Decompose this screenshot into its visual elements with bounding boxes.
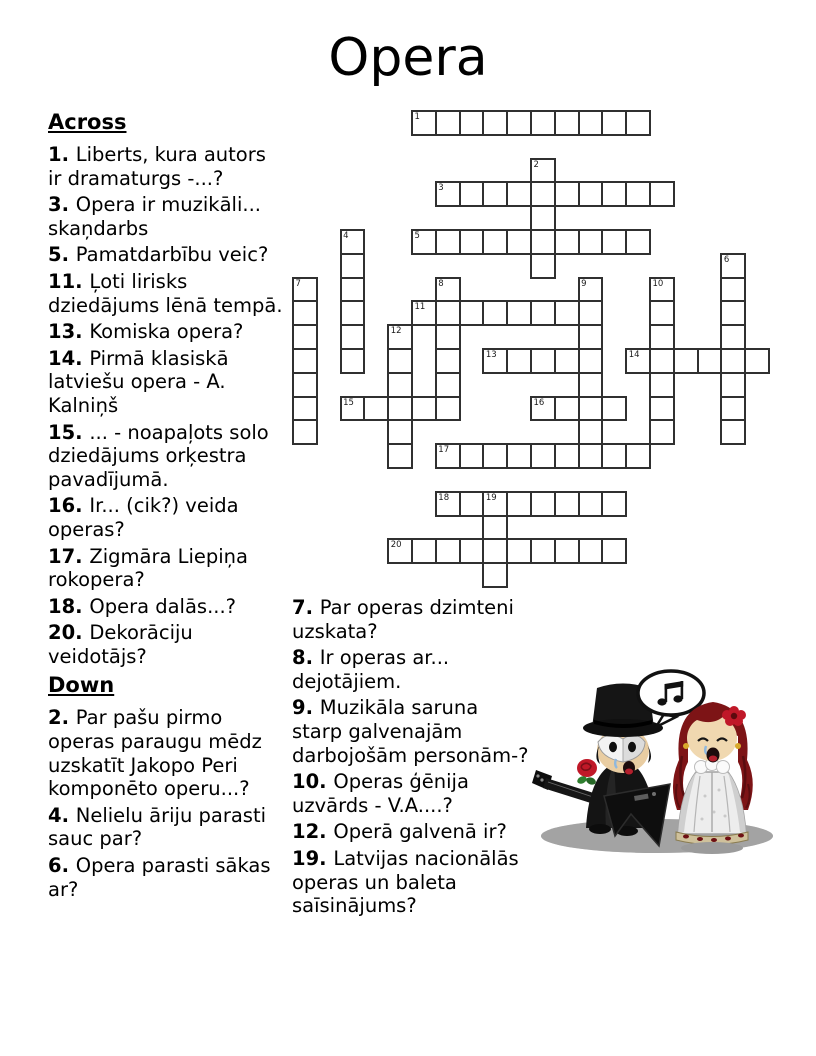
grid-cell-r3c10[interactable] — [530, 181, 556, 207]
grid-cell-r7c15[interactable] — [649, 277, 675, 303]
clue-across-16 — [48, 494, 284, 541]
grid-cell-r0c13[interactable] — [601, 110, 627, 136]
grid-cell-r12c11[interactable] — [554, 396, 580, 422]
grid-cell-r14c4[interactable] — [387, 443, 413, 469]
grid-cell-r18c12[interactable] — [578, 538, 604, 564]
clue-text: Muzikāla saruna starp galvenajām darbojošām personām-? — [292, 696, 529, 767]
grid-cell-r14c8[interactable] — [482, 443, 508, 469]
clue-text: Zigmāra Liepiņa rokopera? — [48, 544, 248, 592]
grid-cell-r8c12[interactable] — [578, 300, 604, 326]
grid-cell-r9c2[interactable] — [340, 324, 366, 350]
clue-across-18 — [48, 595, 284, 619]
grid-cell-r12c18[interactable] — [720, 396, 746, 422]
cell-number-11: 11 — [414, 302, 426, 313]
grid-cell-r12c13[interactable] — [601, 396, 627, 422]
grid-cell-r0c9[interactable] — [506, 110, 532, 136]
grid-cell-r4c10[interactable] — [530, 205, 556, 231]
grid-cell-r11c15[interactable] — [649, 372, 675, 398]
cell-number-10: 10 — [652, 278, 664, 289]
grid-cell-r12c4[interactable] — [387, 396, 413, 422]
grid-cell-r14c14[interactable] — [625, 443, 651, 469]
grid-cell-r10c10[interactable] — [530, 348, 556, 374]
clue-number: 8. — [292, 646, 320, 670]
grid-cell-r8c8[interactable] — [482, 300, 508, 326]
clue-across-1 — [48, 143, 284, 190]
clue-text: ... - noapaļots solo dziedājums orķestra pavadījumā. — [48, 420, 269, 491]
clue-text: Latvijas nacionālās operas un baleta saīsinājums? — [292, 846, 519, 918]
cell-number-17: 17 — [438, 445, 450, 456]
grid-cell-r8c15[interactable] — [649, 300, 675, 326]
grid-cell-r7c12[interactable] — [578, 277, 604, 303]
clue-number: 15. — [48, 420, 90, 444]
clue-number: 6. — [48, 854, 76, 878]
grid-cell-r11c4[interactable] — [387, 372, 413, 398]
grid-cell-r14c9[interactable] — [506, 443, 532, 469]
grid-cell-r19c8[interactable] — [482, 562, 508, 588]
clue-down-19 — [292, 847, 530, 918]
clue-text: Pirmā klasiskā latviešu opera - A. Kalniņš — [48, 346, 229, 417]
grid-cell-r10c0[interactable] — [292, 348, 318, 374]
clue-text: Liberts, kura autors ir dramaturgs -...? — [48, 143, 266, 190]
grid-cell-r18c11[interactable] — [554, 538, 580, 564]
grid-cell-r18c9[interactable] — [506, 538, 532, 564]
grid-cell-r12c0[interactable] — [292, 396, 318, 422]
cell-number-5: 5 — [414, 231, 420, 241]
clue-number: 7. — [292, 596, 320, 619]
cell-number-2: 2 — [533, 159, 539, 170]
white-gown — [676, 772, 748, 854]
earring-icon — [683, 743, 689, 749]
across-clues-list — [48, 143, 284, 668]
grid-cell-r0c6[interactable] — [435, 110, 461, 136]
earring-icon — [735, 743, 741, 749]
grid-cell-r16c11[interactable] — [554, 491, 580, 517]
grid-cell-r12c6[interactable] — [435, 396, 461, 422]
grid-cell-r5c5[interactable] — [411, 229, 437, 255]
grid-cell-r9c15[interactable] — [649, 324, 675, 350]
grid-cell-r3c8[interactable] — [482, 181, 508, 207]
clue-across-11 — [48, 270, 284, 317]
grid-cell-r18c5[interactable] — [411, 538, 437, 564]
down-clues-list-left — [48, 706, 284, 901]
grid-cell-r11c12[interactable] — [578, 372, 604, 398]
cell-number-18: 18 — [438, 492, 450, 503]
cell-number-15: 15 — [343, 397, 354, 408]
grid-cell-r11c18[interactable] — [720, 372, 746, 398]
grid-cell-r3c13[interactable] — [601, 181, 627, 207]
grid-cell-r12c3[interactable] — [363, 396, 389, 422]
page-title: Opera — [328, 28, 488, 88]
grid-cell-r3c9[interactable] — [506, 181, 532, 207]
grid-cell-r14c13[interactable] — [601, 443, 627, 469]
grid-cell-r2c10[interactable] — [530, 158, 556, 184]
grid-cell-r8c11[interactable] — [554, 300, 580, 326]
grid-cell-r3c14[interactable] — [625, 181, 651, 207]
grid-cell-r0c5[interactable] — [411, 110, 437, 136]
cell-number-3: 3 — [438, 183, 444, 194]
grid-cell-r0c8[interactable] — [482, 110, 508, 136]
clue-number: 18. — [48, 594, 90, 618]
grid-cell-r12c2[interactable] — [340, 396, 366, 422]
grid-cell-r10c14[interactable] — [625, 348, 651, 374]
clue-across-14 — [48, 347, 284, 418]
grid-cell-r5c8[interactable] — [482, 229, 508, 255]
grid-cell-r14c6[interactable] — [435, 443, 461, 469]
grid-cell-r12c10[interactable] — [530, 396, 556, 422]
grid-cell-r12c12[interactable] — [578, 396, 604, 422]
grid-cell-r0c10[interactable] — [530, 110, 556, 136]
grid-cell-r13c15[interactable] — [649, 419, 675, 445]
grid-cell-r12c5[interactable] — [411, 396, 437, 422]
grid-cell-r16c7[interactable] — [459, 491, 485, 517]
clue-down-10 — [292, 770, 530, 817]
grid-cell-r5c11[interactable] — [554, 229, 580, 255]
grid-cell-r9c0[interactable] — [292, 324, 318, 350]
grid-cell-r3c6[interactable] — [435, 181, 461, 207]
grid-cell-r5c10[interactable] — [530, 229, 556, 255]
grid-cell-r14c12[interactable] — [578, 443, 604, 469]
grid-cell-r12c15[interactable] — [649, 396, 675, 422]
clue-text: Opera dalās...? — [89, 594, 237, 618]
clue-text: Komiska opera? — [89, 320, 244, 344]
grid-cell-r8c2[interactable] — [340, 300, 366, 326]
clue-text: Operā galvenā ir? — [333, 820, 507, 844]
grid-cell-r14c7[interactable] — [459, 443, 485, 469]
down-clues-list-middle — [292, 596, 530, 918]
clue-number: 10. — [292, 770, 334, 794]
grid-cell-r0c12[interactable] — [578, 110, 604, 136]
grid-cell-r11c0[interactable] — [292, 372, 318, 398]
grid-cell-r0c7[interactable] — [459, 110, 485, 136]
grid-cell-r6c18[interactable] — [720, 253, 746, 279]
grid-cell-r16c8[interactable] — [482, 491, 508, 517]
clue-down-12 — [292, 820, 530, 844]
grid-cell-r7c18[interactable] — [720, 277, 746, 303]
grid-cell-r10c12[interactable] — [578, 348, 604, 374]
grid-cell-r13c0[interactable] — [292, 419, 318, 445]
clue-number: 19. — [292, 846, 334, 870]
clue-text: Ir... (cik?) veida operas? — [48, 494, 239, 541]
clue-number: 16. — [48, 494, 90, 518]
cell-number-1: 1 — [414, 112, 420, 122]
grid-cell-r10c15[interactable] — [649, 348, 675, 374]
clue-number: 4. — [48, 803, 76, 827]
grid-cell-r5c9[interactable] — [506, 229, 532, 255]
grid-cell-r10c4[interactable] — [387, 348, 413, 374]
grid-cell-r16c10[interactable] — [530, 491, 556, 517]
clues-middle-column — [292, 596, 530, 921]
clue-text: Opera parasti sākas ar? — [48, 854, 271, 901]
cell-number-9: 9 — [581, 278, 587, 289]
clue-text: Ļoti lirisks dziedājums lēnā tempā. — [48, 269, 283, 317]
grid-cell-r3c11[interactable] — [554, 181, 580, 207]
grid-cell-r7c0[interactable] — [292, 277, 318, 303]
cell-number-7: 7 — [295, 278, 301, 289]
grid-cell-r5c14[interactable] — [625, 229, 651, 255]
grid-cell-r10c2[interactable] — [340, 348, 366, 374]
grid-cell-r8c9[interactable] — [506, 300, 532, 326]
grid-cell-r17c8[interactable] — [482, 515, 508, 541]
grid-cell-r11c6[interactable] — [435, 372, 461, 398]
clue-text: Dekorāciju veidotājs? — [48, 621, 193, 668]
grid-cell-r18c7[interactable] — [459, 538, 485, 564]
clue-number: 3. — [48, 193, 76, 217]
grid-cell-r8c18[interactable] — [720, 300, 746, 326]
grid-cell-r18c10[interactable] — [530, 538, 556, 564]
clue-text: Opera ir muzikāli... skaņdarbs — [48, 193, 261, 240]
clue-number: 5. — [48, 243, 76, 267]
grid-cell-r3c12[interactable] — [578, 181, 604, 207]
clue-number: 9. — [292, 696, 320, 720]
grid-cell-r8c10[interactable] — [530, 300, 556, 326]
down-header: Down — [48, 673, 115, 698]
grid-cell-r6c10[interactable] — [530, 253, 556, 279]
grid-cell-r10c9[interactable] — [506, 348, 532, 374]
clue-text: Pamatdarbību veic? — [75, 243, 269, 267]
clue-across-17 — [48, 545, 284, 592]
grid-cell-r8c6[interactable] — [435, 300, 461, 326]
grid-cell-r0c14[interactable] — [625, 110, 651, 136]
grid-cell-r7c2[interactable] — [340, 277, 366, 303]
grid-cell-r5c7[interactable] — [459, 229, 485, 255]
clue-down-7 — [292, 596, 530, 643]
grid-cell-r5c12[interactable] — [578, 229, 604, 255]
cell-number-20: 20 — [390, 540, 402, 551]
cell-number-8: 8 — [438, 278, 444, 289]
clue-number: 17. — [48, 544, 90, 568]
clue-down-6 — [48, 854, 284, 901]
phantom-opera-illustration — [530, 664, 790, 869]
grid-cell-r9c4[interactable] — [387, 324, 413, 350]
grid-cell-r8c7[interactable] — [459, 300, 485, 326]
clue-down-4 — [48, 804, 284, 851]
clue-text: Ir operas ar... dejotājiem. — [292, 646, 450, 693]
grid-cell-r16c12[interactable] — [578, 491, 604, 517]
grid-cell-r16c9[interactable] — [506, 491, 532, 517]
grid-cell-r5c6[interactable] — [435, 229, 461, 255]
clue-across-13 — [48, 320, 284, 344]
across-header: Across — [48, 110, 127, 134]
clue-text: Nelielu āriju parasti sauc par? — [48, 803, 267, 851]
cell-number-4: 4 — [343, 231, 349, 241]
grid-cell-r8c5[interactable] — [411, 300, 437, 326]
clue-text: Operas ģēnija uzvārds - V.A....? — [292, 770, 469, 817]
cell-number-16: 16 — [533, 397, 545, 408]
grid-cell-r9c12[interactable] — [578, 324, 604, 350]
grid-cell-r13c12[interactable] — [578, 419, 604, 445]
grid-cell-r9c18[interactable] — [720, 324, 746, 350]
grid-cell-r10c11[interactable] — [554, 348, 580, 374]
clue-number: 14. — [48, 346, 90, 370]
clue-number: 11. — [48, 269, 90, 293]
clue-number: 20. — [48, 621, 90, 645]
clue-text: Par pašu pirmo operas paraugu mēdz uzskatīt Jakopo Peri komponēto operu...? — [48, 706, 262, 801]
cell-number-6: 6 — [723, 254, 730, 265]
clues-left-column — [48, 110, 284, 904]
grid-cell-r0c11[interactable] — [554, 110, 580, 136]
clue-number: 12. — [292, 820, 334, 844]
grid-cell-r10c18[interactable] — [720, 348, 746, 374]
grid-cell-r3c7[interactable] — [459, 181, 485, 207]
clue-number: 13. — [48, 320, 90, 344]
grid-cell-r3c15[interactable] — [649, 181, 675, 207]
clue-across-20 — [48, 621, 284, 668]
rose-icon — [576, 759, 597, 786]
cell-number-14: 14 — [628, 350, 640, 360]
cell-number-12: 12 — [390, 326, 402, 337]
grid-cell-r13c18[interactable] — [720, 419, 746, 445]
clue-down-9 — [292, 696, 530, 767]
grid-cell-r18c4[interactable] — [387, 538, 413, 564]
grid-cell-r8c0[interactable] — [292, 300, 318, 326]
grid-cell-r10c19[interactable] — [744, 348, 770, 374]
grid-cell-r18c8[interactable] — [482, 538, 508, 564]
grid-cell-r5c13[interactable] — [601, 229, 627, 255]
grid-cell-r18c6[interactable] — [435, 538, 461, 564]
grid-cell-r7c6[interactable] — [435, 277, 461, 303]
grid-cell-r10c16[interactable] — [673, 348, 699, 374]
clue-across-5 — [48, 243, 284, 267]
grid-cell-r16c13[interactable] — [601, 491, 627, 517]
clue-number: 1. — [48, 143, 76, 166]
grid-cell-r10c8[interactable] — [482, 348, 508, 374]
grid-cell-r10c17[interactable] — [697, 348, 723, 374]
grid-cell-r16c6[interactable] — [435, 491, 461, 517]
clue-across-15 — [48, 421, 284, 492]
grid-cell-r10c6[interactable] — [435, 348, 461, 374]
grid-cell-r14c11[interactable] — [554, 443, 580, 469]
cell-number-13: 13 — [485, 350, 497, 360]
grid-cell-r6c2[interactable] — [340, 253, 366, 279]
clue-text: Par operas dzimteni uzskata? — [292, 596, 514, 643]
grid-cell-r18c13[interactable] — [601, 538, 627, 564]
clue-down-2 — [48, 706, 284, 800]
clue-number: 2. — [48, 706, 76, 730]
grid-cell-r5c2[interactable] — [340, 229, 366, 255]
grid-cell-r14c10[interactable] — [530, 443, 556, 469]
cell-number-19: 19 — [485, 492, 497, 503]
grid-cell-r9c6[interactable] — [435, 324, 461, 350]
grid-cell-r13c4[interactable] — [387, 419, 413, 445]
clue-down-8 — [292, 646, 530, 693]
clue-across-3 — [48, 193, 284, 240]
